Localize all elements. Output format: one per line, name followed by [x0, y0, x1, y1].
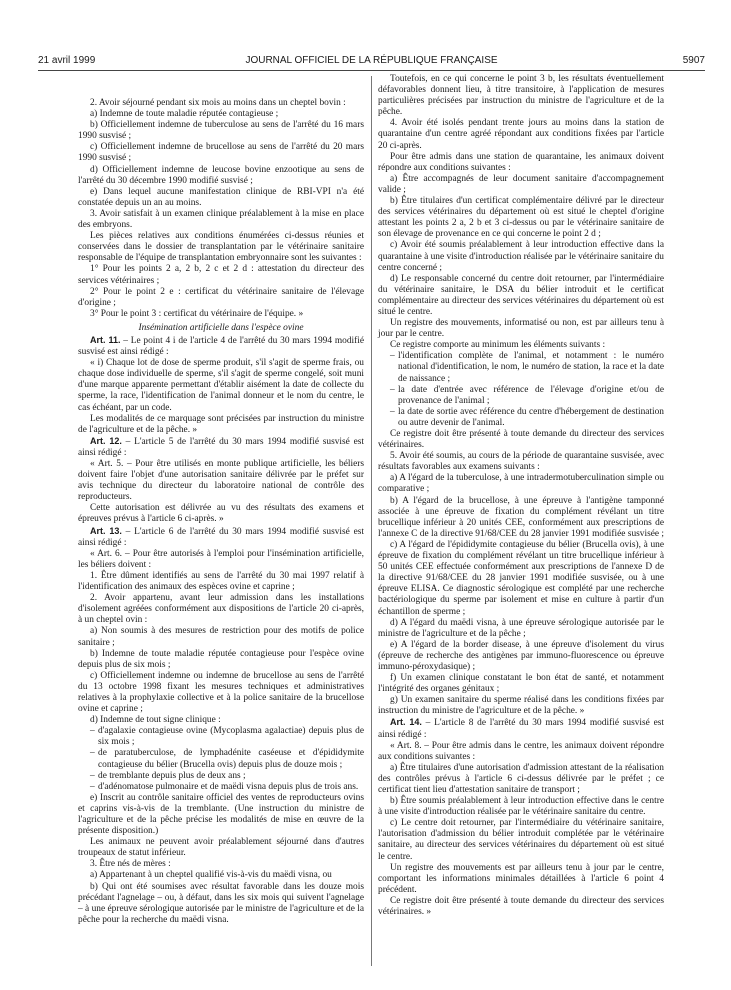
paragraph: a) Appartenant à un cheptel qualifié vis-à-vis du maëdi visna, ou — [90, 870, 332, 881]
paragraph: c) A l'égard de l'épididymite contagieuse du bélier (Brucella ovis), à une épreuve de fixation du complément révélant un titre brucellique inférieur à 50 unités CEE effectuée conformément aux prescriptions de l'annexe D de la directive 91/68/CEE du 28 janvier 1991 modifiée susvisée, ou à une épreuve ELISA. Ce diagnostic sérologique est complété par une recherche bactériologique du sperme par isolement et mise en culture à partir d'un échantillon de sperme ; — [378, 539, 664, 617]
paragraph: Les animaux ne peuvent avoir préalablement séjourné dans d'autres troupeaux de statut inférieur. — [78, 837, 364, 859]
paragraph: b) A l'égard de la brucellose, à une épreuve à l'antigène tamponné associée à une épreuve de fixation du complément révélant un titre brucellique inférieur à 20 unités CEE, conformément aux prescriptions de l'annexe C de la directive 91/68/CEE du 28 janvier 1991 modifiée susvisée ; — [378, 495, 664, 539]
paragraph: b) Être titulaires d'un certificat complémentaire délivré par le directeur des services vétérinaires du département où est situé le cheptel d'origine attestant les points 2 a, 2 b et 3 ci-dessus ou par le vétérinaire sanitaire de son élevage de provenance en ce qui concerne le point 2 d ; — [378, 196, 664, 240]
paragraph: c) Officiellement indemne de brucellose au sens de l'arrêté du 20 mars 1990 susvisé ; — [78, 142, 364, 164]
paragraph: 2° Pour le point 2 e : certificat du vétérinaire sanitaire de l'élevage d'origine ; — [78, 286, 364, 308]
paragraph: Ce registre doit être présenté à toute demande du directeur des services vétérinaires. » — [378, 895, 664, 918]
paragraph: g) Un examen sanitaire du sperme réalisé dans les conditions fixées par instruction du ministre de l'agriculture et de la pêche. » — [378, 695, 664, 717]
paragraph: e) A l'égard de la border disease, à une épreuve d'isolement du virus (épreuve de recherche des antigènes par immuno-fluorescence ou épreuve immuno-péroxydasique) ; — [378, 639, 664, 672]
paragraph: e) Inscrit au contrôle sanitaire officiel des ventes de reproducteurs ovins et caprins vis-à-vis de la tremblante. (Une instruction du ministre de l'agriculture et de la pêche précise les modalités de mise en œuvre de la présente disposition.) — [78, 792, 364, 837]
paragraph: d) Officiellement indemne de leucose bovine enzootique au sens de l'arrêté du 30 décembre 1990 modifié susvisé ; — [78, 164, 364, 186]
paragraph: Les pièces relatives aux conditions énumérées ci-dessus réunies et conservées dans le dossier de transplantation par le vétérinaire sanitaire responsable de l'équipe de transplantation embryonnaire sont les suivantes : — [78, 231, 364, 264]
section-heading: Insémination artificielle dans l'espèce ovine — [138, 322, 304, 333]
paragraph: 3. Être nés de mères : — [90, 859, 171, 870]
paragraph: a) Non soumis à des mesures de restriction pour des motifs de police sanitaire ; — [78, 626, 364, 648]
paragraph: Toutefois, en ce qui concerne le point 3 b, les résultats éventuellement défavorables donnent lieu, à titre transitoire, à l'application de mesures particulières précisées par instruction du ministre de l'agriculture et de la pêche. — [378, 74, 664, 118]
paragraph: b) Indemne de toute maladie réputée contagieuse pour l'espèce ovine depuis plus de six mois ; — [78, 648, 364, 670]
paragraph: 5. Avoir été soumis, au cours de la période de quarantaine susvisée, avec résultats favorables aux examens suivants : — [378, 451, 664, 473]
article-label: Art. 13. — [90, 525, 122, 536]
paragraph: « Art. 6. – Pour être autorisés à l'emploi pour l'insémination artificielle, les béliers doivent : — [78, 548, 364, 570]
paragraph: 3° Pour le point 3 : certificat du vétérinaire de l'équipe. » — [90, 308, 304, 319]
paragraph: b) Être soumis préalablement à leur introduction effective dans le centre à une visite d'introduction réalisée par le vétérinaire sanitaire du centre. — [378, 796, 664, 818]
header-date: 21 avril 1999 — [38, 55, 96, 66]
article-label: Art. 11. — [90, 334, 121, 345]
list-item: – la date d'entrée avec référence de l'élevage d'origine et/ou de provenance de l'animal ; — [390, 385, 664, 407]
header-title: JOURNAL OFFICIEL DE LA RÉPUBLIQUE FRANÇAISE — [245, 55, 498, 66]
column-separator — [371, 76, 372, 966]
paragraph: 3. Avoir satisfait à un examen clinique préalablement à la mise en place des embryons. — [78, 208, 364, 231]
paragraph: d) Le responsable concerné du centre doit retourner, par l'intermédiaire du vétérinaire sanitaire, le DSA du bélier introduit et le certificat complémentaire au directeur des services vétérinaires du département où est situé le centre. — [378, 273, 664, 317]
article-text: – L'article 5 de l'arrêté du 30 mars 1994 modifié susvisé est ainsi rédigé : — [78, 436, 364, 458]
paragraph: c) Avoir été soumis préalablement à leur introduction effective dans la quarantaine à une visite d'introduction réalisée par le vétérinaire sanitaire du centre concerné ; — [378, 240, 664, 273]
paragraph: Les modalités de ce marquage sont précisées par instruction du ministre de l'agriculture et de la pêche. » — [78, 413, 364, 435]
paragraph: a) Être titulaires d'une autorisation d'admission attestant de la réalisation des contrôles prévus à l'article 6 ci-dessus délivrée par le préfet ; ce certificat tient lieu d'attestation sanitaire de transport ; — [378, 762, 664, 795]
article-text: – L'article 8 de l'arrêté du 30 mars 1994 modifié susvisé est ainsi rédigé : — [378, 718, 664, 740]
list-item: – la date de sortie avec référence du centre d'hébergement de destination ou autre devenir de l'animal. — [390, 407, 664, 429]
paragraph: a) A l'égard de la tuberculose, à une intradermotuberculination simple ou comparative ; — [378, 473, 664, 495]
paragraph: e) Dans lequel aucune manifestation clinique de RBI-VPI n'a été constatée depuis un an au moins. — [78, 186, 364, 208]
paragraph: a) Être accompagnés de leur document sanitaire d'accompagnement valide ; — [378, 173, 664, 195]
paragraph: Ce registre comporte au minimum les éléments suivants : — [390, 340, 606, 351]
paragraph: Pour être admis dans une station de quarantaine, les animaux doivent répondre aux conditions suivantes : — [378, 151, 664, 173]
paragraph: « Art. 5. – Pour être utilisés en monte publique artificielle, les béliers doivent faire l'objet d'une autorisation sanitaire délivrée par le préfet sur avis technique du directeur du laboratoire national de contrôle des reproducteurs. — [78, 459, 364, 503]
page-header — [38, 55, 705, 69]
dash-list — [78, 726, 364, 793]
article-paragraph — [78, 335, 364, 358]
left-column — [78, 98, 364, 926]
list-item: – de paratuberculose, de lymphadénite caséeuse et d'épididymite contagieuse du bélier (Brucella ovis) depuis plus de douze mois ; — [90, 748, 364, 770]
article-paragraph — [378, 717, 664, 740]
paragraph: 4. Avoir été isolés pendant trente jours au moins dans la station de quarantaine d'un centre agréé répondant aux conditions fixées par l'article 20 ci-après. — [378, 118, 664, 151]
paragraph: Cette autorisation est délivrée au vu des résultats des examens et épreuves prévus à l'article 6 ci-après. » — [78, 503, 364, 525]
article-paragraph — [78, 436, 364, 459]
paragraph: Ce registre doit être présenté à toute demande du directeur des services vétérinaires. — [378, 429, 664, 451]
paragraph: 2. Avoir séjourné pendant six mois au moins dans un cheptel bovin : — [90, 98, 346, 108]
page-number: 5907 — [682, 55, 705, 66]
paragraph: « i) Chaque lot de dose de sperme produit, s'il s'agit de sperme frais, ou chaque dose individuelle de sperme, s'il s'agit de sperme congelé, soit muni d'une marque apparente permettant d'établir aisément la date de collecte du sperme, la race, l'identification de l'animal donneur et le nom du centre, le cas échéant, par un code. — [78, 358, 364, 413]
article-label: Art. 14. — [390, 717, 422, 728]
paragraph: « Art. 8. – Pour être admis dans le centre, les animaux doivent répondre aux conditions suivantes : — [378, 740, 664, 762]
paragraph: Un registre des mouvements, informatisé ou non, est par ailleurs tenu à jour par le centre. — [378, 318, 664, 340]
article-text: – L'article 6 de l'arrêté du 30 mars 1994 modifié susvisé est ainsi rédigé : — [78, 526, 364, 548]
paragraph: a) Indemne de toute maladie réputée contagieuse ; — [90, 109, 279, 120]
paragraph: d) A l'égard du maëdi visna, à une épreuve sérologique autorisée par le ministre de l'agriculture et de la pêche ; — [378, 617, 664, 639]
paragraph: c) Officiellement indemne ou indemne de brucellose au sens de l'arrêté du 13 octobre 1998 fixant les mesures techniques et administratives relatives à la prophylaxie collective et à la police sanitaire de la brucellose ovine et caprine ; — [78, 670, 364, 715]
list-item: – d'agalaxie contagieuse ovine (Mycoplasma agalactiae) depuis plus de six mois ; — [90, 726, 364, 748]
list-item: – d'adénomatose pulmonaire et de maëdi visna depuis plus de trois ans. — [90, 782, 364, 793]
paragraph: d) Indemne de tout signe clinique : — [90, 715, 221, 726]
list-item: – de tremblante depuis plus de deux ans ; — [90, 771, 364, 782]
article-paragraph — [78, 526, 364, 549]
article-text: – Le point 4 i de l'article 4 de l'arrêté du 30 mars 1994 modifié susvisé est ainsi rédigé : — [78, 335, 365, 358]
paragraph: b) Qui ont été soumises avec résultat favorable dans les douze mois précédant l'agnelage – ou, à défaut, dans les six mois qui suivent l'agnelage – à une épreuve sérologique autorisée par le ministre de l'agriculture et de la pêche pour la recherche du maëdi visna. — [78, 881, 364, 925]
paragraph: Un registre des mouvements est par ailleurs tenu à jour par le centre, comportant les informations minimales détaillées à l'article 6 point 4 précédent. — [378, 862, 664, 895]
article-label: Art. 12. — [90, 435, 122, 446]
paragraph: b) Officiellement indemne de tuberculose au sens de l'arrêté du 16 mars 1990 susvisé ; — [78, 120, 364, 142]
paragraph: 2. Avoir appartenu, avant leur admission dans les installations d'isolement agréées conformément aux dispositions de l'article 20 ci-après, à un cheptel ovin : — [78, 593, 364, 626]
header-rule — [38, 70, 705, 71]
paragraph: 1. Être dûment identifiés au sens de l'arrêté du 30 mai 1997 relatif à l'identification des animaux des espèces ovine et caprine ; — [78, 570, 364, 593]
dash-list — [378, 351, 664, 429]
right-column — [378, 74, 664, 918]
paragraph: 1° Pour les points 2 a, 2 b, 2 c et 2 d : attestation du directeur des services vétérinaires ; — [78, 264, 364, 286]
list-item: – l'identification complète de l'animal, et notamment : le numéro national d'identification, le nom, le numéro de station, la race et la date de naissance ; — [390, 351, 664, 384]
paragraph: f) Un examen clinique constatant le bon état de santé, et notamment l'intégrité des organes génitaux ; — [378, 673, 664, 695]
paragraph: c) Le centre doit retourner, par l'intermédiaire du vétérinaire sanitaire, l'autorisation d'admission du bélier introduit complétée par le vétérinaire sanitaire, au directeur des services vétérinaires du département où est situé le centre. — [378, 818, 664, 862]
